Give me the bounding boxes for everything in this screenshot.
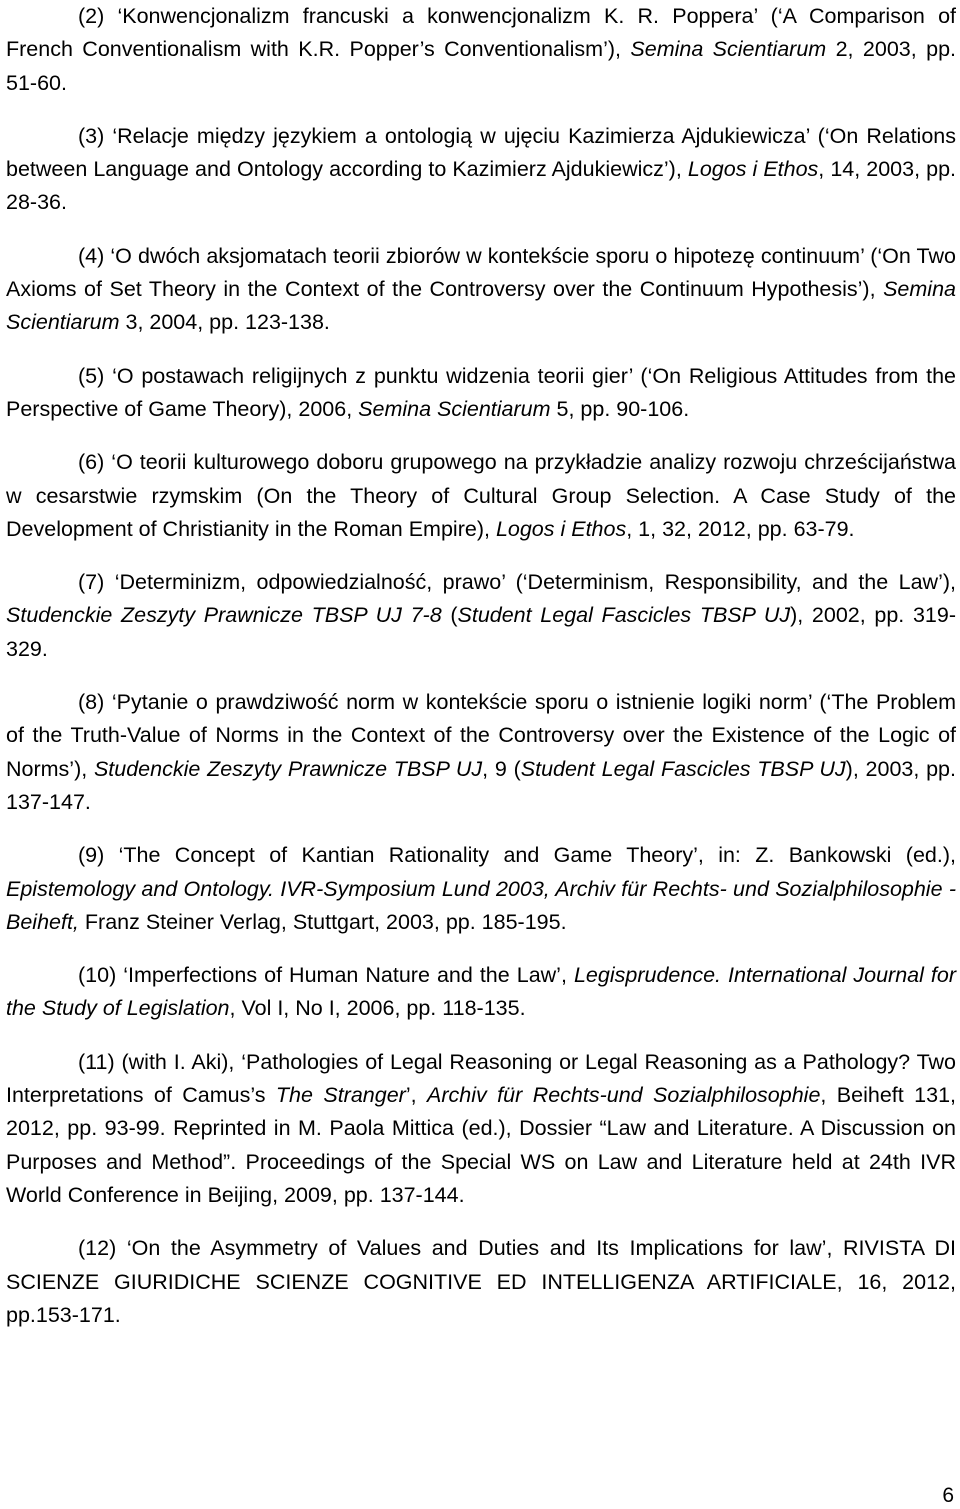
bibliography-entry-5 — [6, 360, 956, 427]
entry-text-segment: Franz Steiner Verlag, Stuttgart, 2003, pp. 185-195. — [78, 909, 567, 934]
bibliography-entry-2 — [6, 0, 956, 100]
entry-italic-segment: Archiv für Rechts-und Sozialphilosophie — [427, 1083, 821, 1108]
entry-text-segment: 2, 2003, pp. 51-60. — [6, 37, 957, 95]
entry-italic-segment: Student Legal Fascicles TBSP UJ — [520, 756, 846, 781]
entry-italic-segment: The Stranger — [275, 1083, 406, 1108]
entry-italic-segment: Logos i Ethos — [495, 516, 627, 541]
bibliography-entry-7 — [6, 566, 956, 666]
entry-text-segment: (10) ‘Imperfections of Human Nature and the Law’, — [78, 963, 574, 988]
entry-italic-segment: Logos i Ethos — [687, 157, 819, 182]
page-number: 6 — [942, 1484, 954, 1507]
entry-italic-segment: Studenckie Zeszyty Prawnicze TBSP UJ — [93, 756, 483, 781]
bibliography-entry-8 — [6, 686, 956, 819]
entry-text-segment: ’, — [405, 1083, 428, 1108]
bibliography-entry-11 — [6, 1046, 956, 1212]
entry-text-segment: 3, 2004, pp. 123-138. — [119, 310, 330, 335]
entry-text-segment: ( — [441, 603, 458, 628]
entry-text-segment: (12) ‘On the Asymmetry of Values and Duties and Its Implications for law’, RIVISTA DI SCIENZE GIURIDICHE SCIENZE COGNITIVE ED INTELLIGENZA ARTIFICIALE, 16, 2012, pp.153-171. — [6, 1236, 956, 1327]
entry-text-segment: (9) ‘The Concept of Kantian Rationality and Game Theory’, in: Z. Bankowski (ed.), — [78, 843, 956, 868]
bibliography-page — [6, 0, 956, 1352]
entry-italic-segment: Studenckie Zeszyty Prawnicze TBSP UJ 7-8 — [6, 603, 442, 628]
bibliography-entry-9 — [6, 839, 956, 939]
entry-text-segment: , Beiheft 131, 2012, pp. 93-99. Reprinted in M. Paola Mittica (ed.), Dossier “Law and Literature. A Discussion on Purposes and Method”. Proceedings of the Special WS on Law and Literature held at 24th IVR World Conference in Beijing, 2009, pp. 137-144. — [6, 1083, 957, 1207]
entry-italic-segment: Semina Scientiarum — [358, 396, 551, 421]
entry-text-segment: ), 2003, pp. 137-147. — [6, 756, 956, 814]
entry-text-segment: (5) ‘O postawach religijnych z punktu widzenia teorii gier’ (‘On Religious Attitudes from the Perspective of Game Theory), 2006, — [6, 363, 956, 421]
entry-italic-segment: Semina Scientiarum — [630, 37, 827, 62]
bibliography-entry-10 — [6, 959, 956, 1026]
bibliography-entry-12 — [6, 1232, 956, 1332]
entry-text-segment: (7) ‘Determinizm, odpowiedzialność, prawo’ (‘Determinism, Responsibility, and the Law’), — [78, 570, 956, 595]
entry-text-segment: , 9 ( — [482, 756, 521, 781]
entry-text-segment: 5, pp. 90-106. — [550, 396, 690, 421]
bibliography-entry-3 — [6, 120, 956, 220]
entry-text-segment: (2) ‘Konwencjonalizm francuski a konwencjonalizm K. R. Poppera’ (‘A Comparison of French Conventionalism with K.R. Popper’s Conventionalism’), — [6, 4, 956, 62]
bibliography-entry-4 — [6, 240, 956, 340]
entry-text-segment: (8) ‘Pytanie o prawdziwość norm w kontekście sporu o istnienie logiki norm’ (‘The Problem of the Truth-Value of Norms in the Context of the Controversy over the Existence of the Logic of Norms’), — [6, 690, 956, 781]
entry-italic-segment: Legisprudence. International Journal for the Study of Legislation — [6, 963, 956, 1021]
bibliography-entry-6 — [6, 446, 956, 546]
entry-italic-segment: Student Legal Fascicles TBSP UJ — [457, 603, 791, 628]
entry-text-segment: , 14, 2003, pp. 28-36. — [6, 157, 956, 215]
entry-italic-segment: Epistemology and Ontology. IVR-Symposium Lund 2003, Archiv für Rechts- und Sozialphilosophie - Beiheft, — [6, 876, 956, 934]
entry-text-segment: (3) ‘Relacje między językiem a ontologią w ujęciu Kazimierza Ajdukiewicza’ (‘On Relations between Language and Ontology according to Kazimierz Ajdukiewicz’), — [6, 123, 956, 182]
entry-text-segment: (6) ‘O teorii kulturowego doboru grupowego na przykładzie analizy rozwoju chrześcijaństwa w cesarstwie rzymskim (On the Theory of Cultural Group Selection. A Case Study of the Development of Christianity in the Roman Empire), — [6, 450, 956, 541]
entry-text-segment: (11) (with I. Aki), ‘Pathologies of Legal Reasoning or Legal Reasoning as a Pathology? Two Interpretations of Camus’s — [6, 1049, 956, 1108]
entry-text-segment: , Vol I, No I, 2006, pp. 118-135. — [229, 996, 526, 1021]
entry-text-segment: ), 2002, pp. 319-329. — [6, 603, 956, 661]
entry-text-segment: , 1, 32, 2012, pp. 63-79. — [626, 516, 855, 541]
entry-italic-segment: Semina Scientiarum — [6, 277, 956, 335]
entry-text-segment: (4) ‘O dwóch aksjomatach teorii zbiorów w kontekście sporu o hipotezę continuum’ (‘On Two Axioms of Set Theory in the Context of the Controversy over the Continuum Hypothesis’), — [6, 243, 956, 302]
